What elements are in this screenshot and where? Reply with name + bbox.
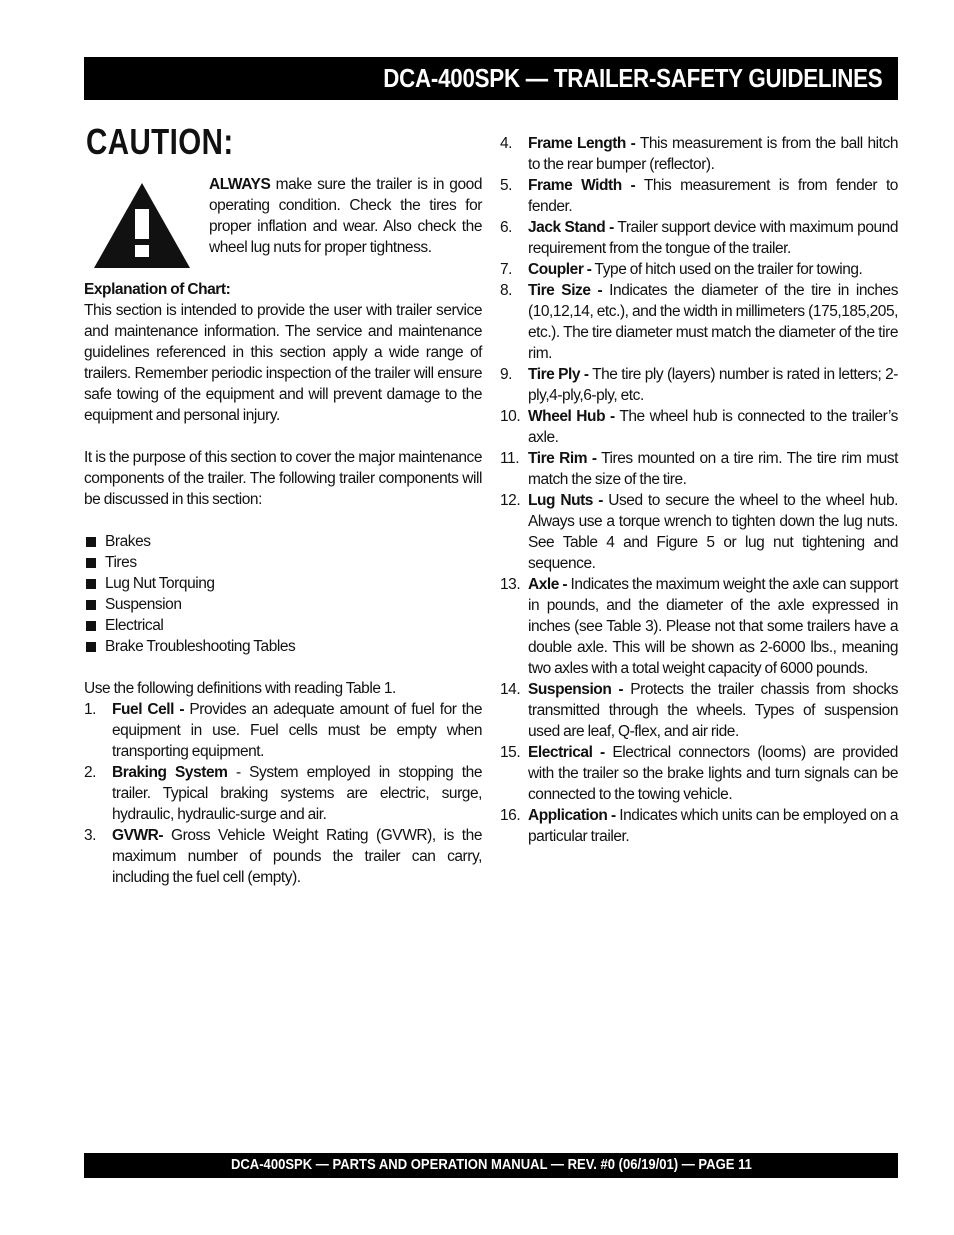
component-list xyxy=(84,531,482,657)
definition-item: 1. Fuel Cell - Provides an adequate amount of fuel for the equipment in use. Fuel cells must be empty when transporting equipment. xyxy=(84,701,482,760)
definition-item: 16. Application - Indicates which units can be employed on a particular trailer. xyxy=(500,807,898,845)
explanation-paragraph-1: This section is intended to provide the user with trailer service and maintenance information. The service and maintenance guidelines referenced in this section apply a wide range of trailers. Remember periodic inspection of the trailer will ensure safe towing of the equipment and will prevent damage to the equipment and personal injury. xyxy=(84,302,482,424)
definition-item: 5. Frame Width - This measurement is from fender to fender. xyxy=(500,177,898,215)
definition-item: 4. Frame Length - This measurement is from the ball hitch to the rear bumper (reflector). xyxy=(500,135,898,173)
definition-item: 3. GVWR- Gross Vehicle Weight Rating (GVWR), is the maximum number of pounds the trailer can carry, including the fuel cell (empty). xyxy=(84,827,482,886)
list-item: Suspension xyxy=(84,594,482,615)
definition-item: 12. Lug Nuts - Used to secure the wheel to the wheel hub. Always use a torque wrench to tighten down the lug nuts. See Table 4 and Figure 5 or lug nut tightening and sequence. xyxy=(500,492,898,572)
definitions-list-left xyxy=(84,699,482,888)
caution-heading: CAUTION: xyxy=(86,121,234,162)
list-item: Electrical xyxy=(84,615,482,636)
list-item: Brakes xyxy=(84,531,482,552)
left-column xyxy=(84,174,482,888)
definitions-list-right xyxy=(500,133,898,847)
page-title: DCA-400SPK — TRAILER-SAFETY GUIDELINES xyxy=(382,63,882,93)
definitions-intro: Use the following definitions with reading Table 1. xyxy=(84,680,396,697)
definition-item: 6. Jack Stand - Trailer support device with maximum pound requirement from the tongue of the trailer. xyxy=(500,219,899,257)
definition-item: 11. Tire Rim - Tires mounted on a tire rim. The tire rim must match the size of the tire. xyxy=(500,450,898,488)
list-item: Lug Nut Torquing xyxy=(84,573,482,594)
definition-item: 9. Tire Ply - The tire ply (layers) number is rated in letters; 2-ply,4-ply,6-ply, etc. xyxy=(500,366,898,404)
list-item: Tires xyxy=(84,552,482,573)
right-column xyxy=(500,133,898,847)
definition-item: 8. Tire Size - Indicates the diameter of the tire in inches (10,12,14, etc.), and the width in millimeters (175,185,205, etc.). The tire diameter must match the diameter of the tire rim. xyxy=(500,282,898,362)
caution-text: ALWAYS make sure the trailer is in good operating condition. Check the tires for proper inflation and wear. Also check the wheel lug nuts for proper tightness. xyxy=(209,176,482,256)
definition-item: 15. Electrical - Electrical connectors (looms) are provided with the trailer so the brake lights and turn signals can be connected to the towing vehicle. xyxy=(500,744,898,803)
definition-item: 14. Suspension - Protects the trailer chassis from shocks transmitted through the wheels. Types of suspension used are leaf, Q-flex, and air ride. xyxy=(500,681,898,740)
definition-item: 10. Wheel Hub - The wheel hub is connected to the trailer’s axle. xyxy=(500,408,898,446)
explanation-heading: Explanation of Chart: xyxy=(84,281,231,298)
footer-text: DCA-400SPK — PARTS AND OPERATION MANUAL — REV. #0 (06/19/01) — PAGE 11 xyxy=(230,1157,752,1173)
footer-bar xyxy=(84,1153,898,1178)
definition-item: 7. Coupler - Type of hitch used on the trailer for towing. xyxy=(500,261,863,278)
always-label: ALWAYS xyxy=(209,176,271,193)
list-item: Brake Troubleshooting Tables xyxy=(84,636,482,657)
definition-item: 13. Axle - Indicates the maximum weight the axle can support in pounds, and the diameter of the axle expressed in inches (see Table 3). Please not that some trailers have a double axle. This will be shown as 2-6000 lbs., meaning two axles with a total weight capacity of 6000 pounds. xyxy=(500,576,898,677)
definition-item: 2. Braking System - System employed in stopping the trailer. Typical braking systems are electric, surge, hydraulic, hydraulic-surge and air. xyxy=(84,764,483,823)
header-bar xyxy=(84,57,898,100)
explanation-paragraph-2: It is the purpose of this section to cover the major maintenance components of the trailer. The following trailer components will be discussed in this section: xyxy=(84,449,482,508)
